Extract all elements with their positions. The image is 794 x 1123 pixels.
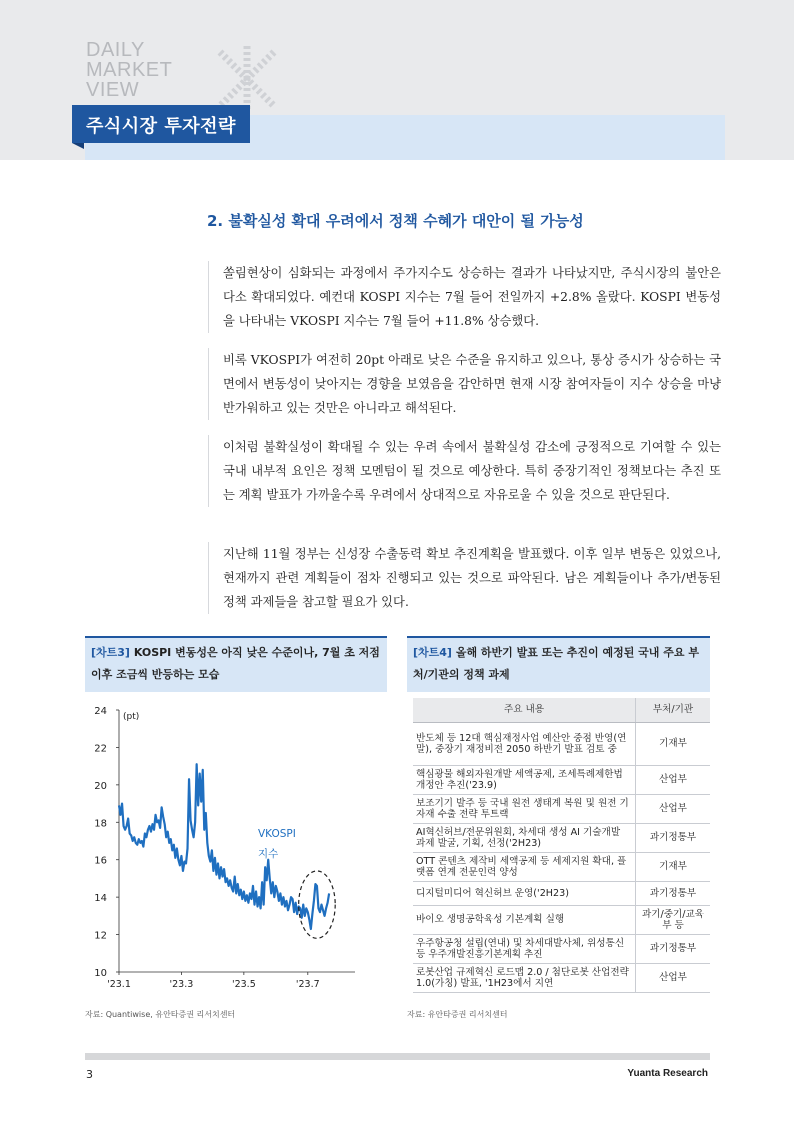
logo-line-2: MARKET — [86, 59, 173, 81]
y-tick-label: 14 — [94, 893, 107, 905]
table-cell-org: 산업부 — [636, 795, 711, 824]
chart4-source: 자료: 유안타증권 리서치센터 — [407, 1010, 508, 1019]
table-row — [413, 795, 710, 824]
chart4-header — [407, 636, 710, 692]
section-heading: 2. 불확실성 확대 우려에서 정책 수혜가 대안이 될 가능성 — [207, 212, 584, 230]
paragraph-2 — [208, 348, 721, 420]
table-cell-content: OTT 콘텐츠 제작비 세액공제 등 세제지원 확대, 플랫폼 연계 전문인력 양성 — [413, 853, 636, 882]
table-row — [413, 824, 710, 853]
paragraph-4-text: 지난해 11월 정부는 신성장 수출동력 확보 추진계획을 발표했다. 이후 일부 변동은 있었으나, 현재까지 관련 계획들이 점차 진행되고 있는 것으로 파악된다. 남은 계획들이나 추가/변동된 정책 과제들을 참고할 필요가 있다. — [223, 547, 721, 609]
decorative-cross-icon — [212, 44, 282, 114]
table-row — [413, 935, 710, 964]
policy-table — [413, 698, 710, 993]
x-tick-label: '23.7 — [295, 979, 320, 990]
table-row — [413, 853, 710, 882]
y-tick-label: 12 — [94, 930, 107, 942]
table-cell-org: 기재부 — [636, 853, 711, 882]
table-cell-org: 산업부 — [636, 964, 711, 993]
table-row — [413, 882, 710, 906]
section-title: 주식시장 투자전략 — [86, 116, 236, 137]
paragraph-4 — [208, 542, 721, 614]
table-cell-content: AI혁신허브/전문위원회, 차세대 생성 AI 기술개발 과제 발굴, 기획, 선정('2H23) — [413, 824, 636, 853]
y-tick-label: 10 — [94, 968, 107, 979]
logo-line-3: VIEW — [86, 79, 140, 101]
table-cell-org: 과기정통부 — [636, 935, 711, 964]
table-row — [413, 766, 710, 795]
y-tick-label: 18 — [94, 818, 107, 830]
table-header-row — [413, 698, 710, 723]
paragraph-3-text: 이처럼 불확실성이 확대될 수 있는 우려 속에서 불확실성 감소에 긍정적으로 기여할 수 있는 국내 내부적 요인은 정책 모멘텀이 될 것으로 예상한다. 특히 중장기적인 정책보다는 추진 또는 계획 발표가 가까울수록 우려에서 상대적으로 자유로울 수 있을 것으로 판단된다. — [223, 440, 721, 502]
table-cell-content: 디지털미디어 혁신허브 운영('2H23) — [413, 882, 636, 906]
chart3-label: [차트3] — [91, 646, 130, 659]
logo-line-1: DAILY — [86, 39, 145, 61]
table-cell-content: 보조기기 발주 등 국내 원전 생태계 복원 및 원전 기자재 수출 전략 투트랙 — [413, 795, 636, 824]
table-cell-org: 과기정통부 — [636, 882, 711, 906]
table-cell-content: 반도체 등 12대 핵심재정사업 예산안 중점 반영(연말), 중장기 재정비전 2050 하반기 발표 검토 중 — [413, 723, 636, 766]
chart3-title: KOSPI 변동성은 아직 낮은 수준이나, 7월 초 저점 이후 조금씩 반등하는 모습 — [91, 646, 380, 681]
page-number: 3 — [86, 1068, 93, 1081]
series-label: 지수 — [258, 848, 279, 860]
daily-market-view-logo — [86, 40, 172, 100]
table-cell-org: 산업부 — [636, 766, 711, 795]
y-tick-label: 16 — [94, 855, 107, 867]
y-tick-label: 20 — [94, 780, 107, 792]
x-tick-label: '23.5 — [231, 979, 256, 990]
chart4-label: [차트4] — [413, 646, 452, 659]
y-tick-label: 24 — [94, 706, 107, 717]
table-cell-org: 과기/중기/교육부 등 — [636, 906, 711, 935]
table-row — [413, 906, 710, 935]
paragraph-1-text: 쏠림현상이 심화되는 과정에서 주가지수도 상승하는 결과가 나타났지만, 주식시장의 불안은 다소 확대되었다. 예컨대 KOSPI 지수는 7월 들어 전일까지 +2.8% 올랐다. KOSPI 변동성을 나타내는 VKOSPI 지수는 7월 들어 +11.8% 상승했다. — [223, 266, 721, 328]
footer-bar — [85, 1053, 710, 1060]
x-tick-label: '23.1 — [107, 979, 131, 990]
table-cell-content: 바이오 생명공학육성 기본계획 실행 — [413, 906, 636, 935]
column-header-content: 주요 내용 — [413, 698, 636, 723]
x-tick-label: '23.3 — [169, 979, 194, 990]
footer-brand: Yuanta Research — [627, 1068, 708, 1079]
paragraph-2-text: 비록 VKOSPI가 여전히 20pt 아래로 낮은 수준을 유지하고 있으나, 통상 증시가 상승하는 국면에서 변동성이 낮아지는 경향을 보였음을 감안하면 현재 시장 참여자들이 지수 상승을 마냥 반가워하고 있는 것만은 아니라고 해석된다. — [223, 353, 721, 415]
table-cell-content: 로봇산업 규제혁신 로드맵 2.0 / 첨단로봇 산업전략 1.0(가칭) 발표, '1H23에서 지연 — [413, 964, 636, 993]
table-cell-content: 우주항공청 설립(연내) 및 차세대발사체, 위성통신 등 우주개발진흥기본계획 추진 — [413, 935, 636, 964]
section-title-notch — [72, 143, 84, 149]
table-cell-org: 과기정통부 — [636, 824, 711, 853]
table-row — [413, 723, 710, 766]
vkospi-series-line — [119, 764, 329, 929]
table-cell-content: 핵심광물 해외자원개발 세액공제, 조세특례제한법 개정안 추진('23.9) — [413, 766, 636, 795]
unit-label: (pt) — [123, 712, 140, 722]
vkospi-line-chart — [85, 700, 387, 1000]
chart3-header — [85, 636, 387, 692]
paragraph-1 — [208, 261, 721, 333]
series-label: VKOSPI — [258, 828, 296, 840]
y-tick-label: 22 — [94, 743, 107, 755]
chart3-source: 자료: Quantiwise, 유안타증권 리서치센터 — [85, 1010, 236, 1019]
table-row — [413, 964, 710, 993]
column-header-org: 부처/기관 — [636, 698, 711, 723]
table-cell-org: 기재부 — [636, 723, 711, 766]
paragraph-3 — [208, 435, 721, 507]
chart4-title: 올해 하반기 발표 또는 추진이 예정된 국내 주요 부처/기관의 정책 과제 — [413, 646, 699, 681]
